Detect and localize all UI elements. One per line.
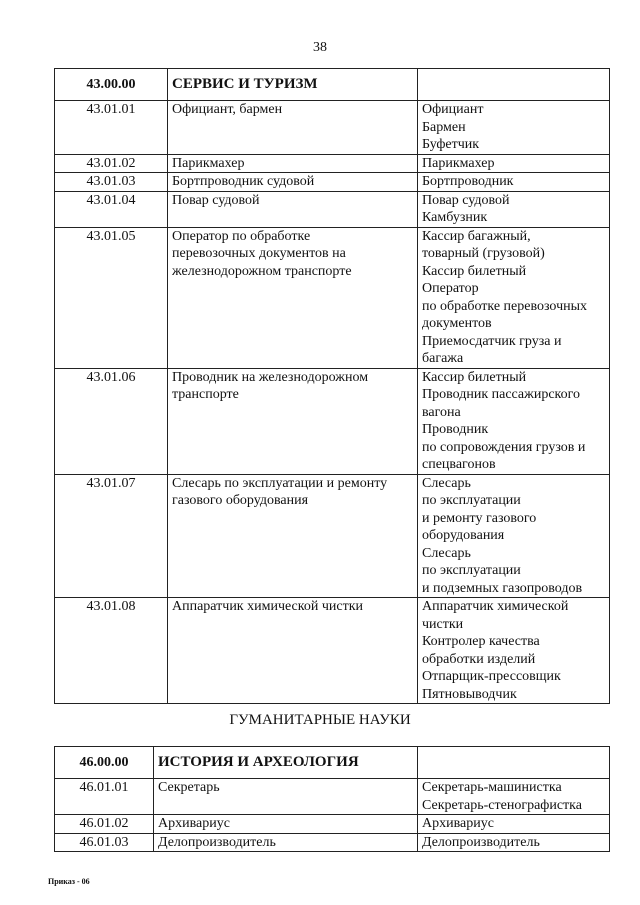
profession-name [154,815,418,834]
job-titles-line: Проводник [422,422,489,437]
job-titles-line: Контролер качества [422,634,540,649]
profession-name [154,779,418,815]
job-titles [418,598,610,704]
job-titles-line: Парикмахер [422,155,495,171]
job-titles-line: Официант [422,102,484,117]
profession-name [168,191,418,227]
table-row [55,833,610,852]
profession-code: 43.01.02 [55,154,168,173]
profession-code: 43.01.04 [55,191,168,227]
job-titles-line: Буфетчик [422,137,480,152]
profession-name-line: Делопроизводитель [158,834,276,850]
group-empty-cell [418,69,610,101]
job-titles-line: Делопроизводитель [422,834,540,850]
profession-name-line: Проводник на железнодорожном [172,369,369,385]
profession-name [168,101,418,155]
group-title: СЕРВИС И ТУРИЗМ [168,69,418,101]
section-heading: ГУМАНИТАРНЫЕ НАУКИ [229,712,411,728]
job-titles-line: Бармен [422,119,466,135]
group-empty-cell [418,747,610,779]
profession-name [168,474,418,598]
table-row [55,227,610,368]
job-titles-line: по сопровождения грузов и [422,439,586,455]
table-row [55,474,610,598]
job-titles-line: Отпарщик-прессовщик [422,669,561,684]
profession-name-line: Секретарь [158,780,220,795]
profession-name [154,833,418,852]
job-titles-line: Секретарь-стенографистка [422,797,582,813]
job-titles-line: документов [422,316,492,331]
profession-name-line: газового оборудования [172,493,309,508]
profession-name-line: Оператор по обработке [172,228,311,244]
job-titles-line: Слесарь [422,475,471,491]
job-titles-line: Архивариус [422,816,494,831]
group-header-row [55,747,610,779]
job-titles-line: по обработке перевозочных [422,298,588,314]
job-titles-line: обработки изделий [422,651,536,667]
table-row [55,368,610,474]
profession-name-line: перевозочных документов на [172,246,346,261]
profession-name-line: Повар судовой [172,192,260,208]
job-titles [418,779,610,815]
profession-name-line: Официант, бармен [172,102,283,117]
job-titles-line: Камбузник [422,210,488,225]
job-titles-line: Бортпроводник [422,174,514,189]
profession-name-line: железнодорожном транспорте [172,263,352,279]
profession-name [168,173,418,192]
job-titles-line: Аппаратчик химической [422,599,569,614]
table-row [55,815,610,834]
profession-code: 46.01.01 [55,779,154,815]
profession-name-line: Парикмахер [172,155,245,171]
job-titles [418,227,610,368]
profession-code: 46.01.02 [55,815,154,834]
job-titles-line: Приемосдатчик груза и [422,333,562,349]
job-titles-line: и ремонту газового [422,510,537,526]
profession-name [168,598,418,704]
job-titles-line: по эксплуатации [422,563,521,578]
profession-name-line: Слесарь по эксплуатации и ремонту [172,475,388,491]
job-titles-line: по эксплуатации [422,493,521,508]
job-titles [418,191,610,227]
profession-name-line: Архивариус [158,816,230,831]
profession-name [168,154,418,173]
professions-table-service [54,68,610,704]
job-titles-line: и подземных газопроводов [422,580,583,596]
profession-code: 43.01.01 [55,101,168,155]
job-titles [418,815,610,834]
job-titles-line: оборудования [422,528,505,543]
profession-name-line: транспорте [172,387,239,402]
table-row [55,173,610,192]
profession-code: 43.01.06 [55,368,168,474]
job-titles [418,101,610,155]
group-code: 46.00.00 [55,747,154,779]
job-titles [418,154,610,173]
group-code: 43.00.00 [55,69,168,101]
profession-name [168,368,418,474]
table-row [55,598,610,704]
group-title: ИСТОРИЯ И АРХЕОЛОГИЯ [154,747,418,779]
job-titles-line: спецвагонов [422,457,496,472]
job-titles-line: чистки [422,616,464,632]
footer-note: Приказ - 06 [48,877,90,886]
job-titles-line: Кассир багажный, [422,228,531,244]
job-titles-line: Кассир билетный [422,263,527,279]
professions-table-history [54,746,610,852]
table-row [55,154,610,173]
table-row [55,191,610,227]
job-titles-line: Кассир билетный [422,369,527,385]
profession-code: 46.01.03 [55,833,154,852]
profession-code: 43.01.08 [55,598,168,704]
job-titles [418,368,610,474]
job-titles-line: Слесарь [422,545,471,561]
profession-code: 43.01.05 [55,227,168,368]
profession-code: 43.01.03 [55,173,168,192]
job-titles [418,833,610,852]
job-titles [418,173,610,192]
job-titles-line: Проводник пассажирского [422,387,581,402]
job-titles-line: Пятновыводчик [422,686,517,702]
group-header-row [55,69,610,101]
job-titles [418,474,610,598]
profession-name-line: Бортпроводник судовой [172,174,315,189]
table-row [55,779,610,815]
table-row [55,101,610,155]
job-titles-line: багажа [422,351,464,366]
profession-code: 43.01.07 [55,474,168,598]
job-titles-line: Повар судовой [422,192,510,208]
profession-name [168,227,418,368]
job-titles-line: товарный (грузовой) [422,246,545,261]
job-titles-line: Секретарь-машинистка [422,780,562,795]
job-titles-line: вагона [422,404,461,420]
profession-name-line: Аппаратчик химической чистки [172,599,364,614]
page-number: 38 [313,40,327,55]
job-titles-line: Оператор [422,281,479,296]
